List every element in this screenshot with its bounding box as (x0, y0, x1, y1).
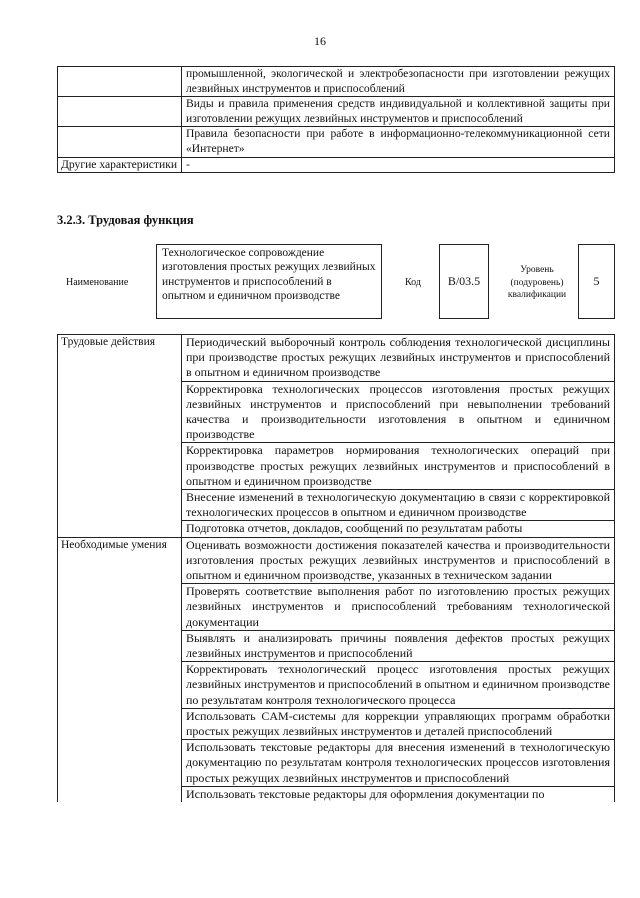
table-row (58, 67, 615, 97)
skill-item: Использовать текстовые редакторы для оформления документации по (182, 786, 615, 802)
other-characteristics-value: - (182, 157, 615, 173)
row-text: Виды и правила применения средств индивидуальной и коллективной защиты при изготовлении режущих лезвийных инструментов и приспособлений (182, 97, 615, 127)
row-text: Правила безопасности при работе в информационно-телекоммуникационной сети «Интернет» (182, 127, 615, 157)
labor-action-item: Подготовка отчетов, докладов, сообщений по результатам работы (182, 521, 615, 537)
skill-item: Использовать CAM-системы для коррекции управляющих программ обработки простых режущих лезвийных инструментов и деталей приспособлений (182, 708, 615, 739)
continuation-table (57, 66, 615, 173)
row-label (58, 127, 182, 157)
name-value: Технологическое сопровождение изготовления простых режущих лезвийных инструментов и приспособлений в опытном и единичном производстве (156, 244, 382, 319)
table-row (58, 537, 615, 584)
table-row (58, 127, 615, 157)
skill-item: Проверять соответствие выполнения работ по изготовлению простых режущих лезвийных инструментов и приспособлений требованиям технологической документации (182, 584, 615, 631)
page-number: 16 (314, 34, 326, 48)
qualification-level-label: Уровень (подуровень) квалификации (507, 265, 567, 300)
code-label: Код (405, 277, 421, 288)
table-row (58, 157, 615, 173)
table-row (58, 335, 615, 382)
labor-action-item: Корректировка технологических процессов изготовления простых режущих лезвийных инструментов и приспособлений при невыполнении требований качества и производительности изготовления в опытном и единичном производстве (182, 381, 615, 443)
row-label (58, 97, 182, 127)
function-table (57, 334, 615, 802)
table-row (58, 97, 615, 127)
skill-item: Оценивать возможности достижения показателей качества и производительности изготовления простых режущих лезвийных инструментов и приспособлений в опытном и единичном производстве, указанных в техническом задании (182, 537, 615, 584)
row-text: промышленной, экологической и электробезопасности при изготовлении режущих лезвийных инструментов и приспособлений (182, 67, 615, 97)
skills-label: Необходимые умения (58, 537, 182, 802)
skill-item: Корректировать технологический процесс изготовления простых режущих лезвийных инструментов и приспособлений в опытном и единичном производстве по результатам контроля технологического процесса (182, 662, 615, 709)
qualification-level-value: 5 (578, 244, 615, 319)
labor-action-item: Периодический выборочный контроль соблюдения технологической дисциплины при производстве простых режущих лезвийных инструментов и приспособлений в опытном и единичном производстве (182, 335, 615, 382)
other-characteristics-label: Другие характеристики (58, 157, 182, 173)
section-title: 3.2.3. Трудовая функция (57, 213, 194, 227)
labor-action-item: Корректировка параметров нормирования технологических операций при производстве простых режущих лезвийных инструментов и приспособлений в опытном и единичном производстве (182, 443, 615, 490)
labor-actions-label: Трудовые действия (58, 335, 182, 538)
labor-action-item: Внесение изменений в технологическую документацию в связи с корректировкой технологических процессов в опытном и единичном производстве (182, 490, 615, 521)
skill-item: Использовать текстовые редакторы для внесения изменений в технологическую документацию по результатам контроля технологических процессов изготовления простых режущих лезвийных инструментов и приспособлений (182, 740, 615, 787)
code-value: B/03.5 (439, 244, 489, 319)
name-label: Наименование (66, 277, 129, 288)
skill-item: Выявлять и анализировать причины появления дефектов простых режущих лезвийных инструментов и приспособлений (182, 630, 615, 661)
row-label (58, 67, 182, 97)
